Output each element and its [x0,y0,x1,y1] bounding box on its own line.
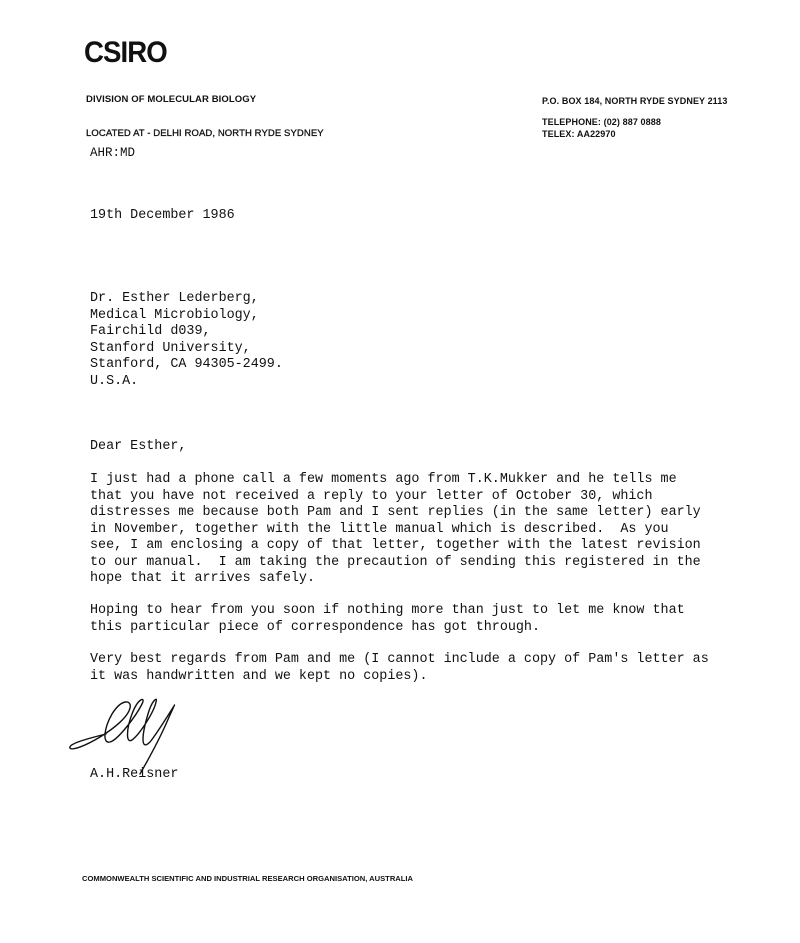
body-line: hope that it arrives safely. [90,571,315,586]
body-paragraph-3 [90,652,709,685]
address-line: U.S.A. [90,373,139,389]
org-logo: CSIRO [84,36,167,69]
body-line: to our manual. I am taking the precaution of sending this registered in the [90,554,701,570]
body-line: this particular piece of correspondence has got through. [90,619,540,635]
address-line: Stanford University, [90,340,251,356]
body-line: Very best regards from Pam and me (I cannot include a copy of Pam's letter as [90,652,709,667]
telephone-number: TELEPHONE: (02) 887 0888 [542,117,661,127]
po-box-address: P.O. BOX 184, NORTH RYDE SYDNEY 2113 [542,96,728,106]
body-paragraph-2 [90,603,685,636]
body-line: see, I am enclosing a copy of that letter, together with the latest revision [90,538,701,553]
body-line: it was handwritten and we kept no copies). [90,668,428,684]
body-line: I just had a phone call a few moments ago from T.K.Mukker and he tells me [90,472,677,487]
location-line: LOCATED AT - DELHI ROAD, NORTH RYDE SYDNEY [86,128,324,139]
body-line: Hoping to hear from you soon if nothing more than just to let me know that [90,603,685,618]
footer-organisation: COMMONWEALTH SCIENTIFIC AND INDUSTRIAL RESEARCH ORGANISATION, AUSTRALIA [82,874,414,883]
signatory-name: A.H.Reisner [90,767,179,782]
salutation: Dear Esther, [90,439,187,454]
division-name: DIVISION OF MOLECULAR BIOLOGY [86,94,257,105]
address-line: Dr. Esther Lederberg, [90,291,259,306]
body-line: distresses me because both Pam and I sent replies (in the same letter) early [90,505,701,520]
body-line: that you have not received a reply to your letter of October 30, which [90,488,653,504]
body-paragraph-1 [90,472,701,588]
telex-number: TELEX: AA22970 [542,129,616,139]
letter-date: 19th December 1986 [90,208,235,223]
address-line: Medical Microbiology, [90,307,259,323]
address-line: Fairchild d039, [90,324,211,339]
recipient-address [90,291,283,390]
body-line: in November, together with the little manual which is described. As you [90,521,669,537]
reference-code: AHR:MD [90,146,136,160]
address-line: Stanford, CA 94305-2499. [90,357,283,372]
